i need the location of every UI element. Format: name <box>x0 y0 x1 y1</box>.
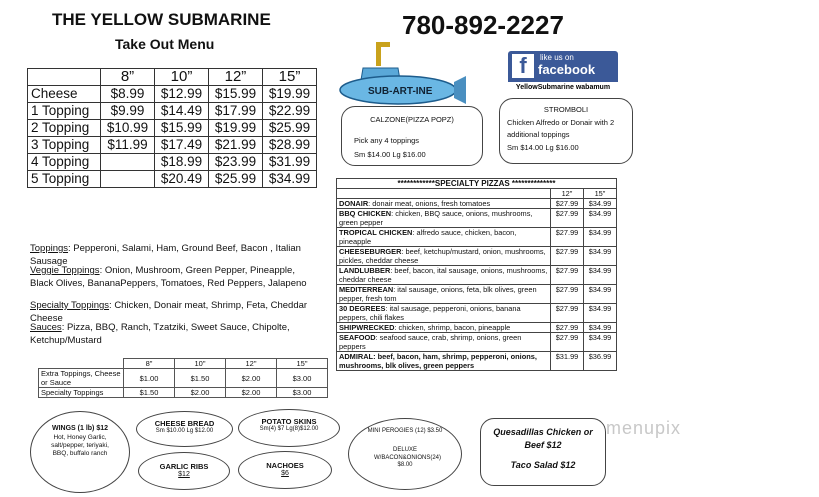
price-cell: $27.99 <box>551 228 584 247</box>
table-header-row <box>28 69 317 86</box>
table-row <box>28 171 317 188</box>
row-label: 4 Topping <box>28 154 101 171</box>
price-cell: $14.49 <box>155 103 209 120</box>
size-header-8: 8” <box>101 69 155 86</box>
size-header: 8" <box>124 359 175 369</box>
price-cell: $27.99 <box>551 247 584 266</box>
stromboli-box <box>499 98 633 164</box>
facebook-icon: f <box>512 54 534 78</box>
pizza-price-table <box>27 68 317 188</box>
wings-title: WINGS (1 lb) $12 <box>51 425 108 432</box>
pizza-desc <box>337 323 551 333</box>
garlic-ribs-price: $12 <box>178 471 190 478</box>
perogies-deluxe: DELUXE W/BACON&ONIONS(24) <box>374 447 442 461</box>
stromboli-prices: Sm $14.00 Lg $16.00 <box>507 143 579 152</box>
price-cell: $25.99 <box>208 171 262 188</box>
table-row <box>337 323 617 333</box>
price-cell: $27.99 <box>551 333 584 352</box>
table-header-cell <box>28 69 101 86</box>
price-cell <box>101 154 155 171</box>
price-cell: $34.99 <box>262 171 316 188</box>
size-header-15: 15” <box>262 69 316 86</box>
specialty-title: ************SPECIALTY PIZZAS ************** <box>337 179 617 189</box>
watermark: menupix <box>606 418 682 438</box>
pizza-ingredients: : donair meat, onions, fresh tomatoes <box>368 199 491 208</box>
price-cell: $19.99 <box>262 86 316 103</box>
sauces-label: Sauces <box>30 322 62 333</box>
price-cell: $34.99 <box>584 266 617 285</box>
pizza-ingredients: : seafood sauce, crab, shrimp, onions, green peppers <box>339 333 522 351</box>
logo-text: SUB-ART-INE <box>368 86 433 97</box>
price-cell: $34.99 <box>584 333 617 352</box>
toppings-text: : Pepperoni, Salami, Ham, Ground Beef, Bacon , Italian Sausage <box>30 243 301 267</box>
price-cell: $27.99 <box>551 304 584 323</box>
phone-number: 780-892-2227 <box>402 10 564 40</box>
stromboli-desc: Chicken Alfredo or Donair with 2 additional toppings <box>507 118 615 139</box>
price-cell: $12.99 <box>155 86 209 103</box>
table-header-row <box>337 179 617 189</box>
taco-salad: Taco Salad $12 <box>510 460 576 470</box>
table-row <box>337 285 617 304</box>
size-header-12: 12" <box>551 189 584 199</box>
price-cell: $34.99 <box>584 323 617 333</box>
submarine-logo <box>328 38 468 108</box>
facebook-wordmark: facebook <box>538 62 596 77</box>
table-row <box>28 86 317 103</box>
pizza-name: SEAFOOD <box>339 333 376 342</box>
table-row <box>337 352 617 371</box>
toppings-label: Toppings <box>30 243 69 254</box>
price-cell: $27.99 <box>551 209 584 228</box>
calzone-prices: Sm $14.00 Lg $16.00 <box>354 150 426 159</box>
veggie-label: Veggie Toppings <box>30 265 100 276</box>
sauces-list <box>30 321 300 347</box>
pizza-ingredients: : ital sausage, onions, feta, blk olives, green pepper, fresh tom <box>339 285 537 303</box>
garlic-ribs-oval <box>138 452 230 490</box>
pizza-desc <box>337 333 551 352</box>
pizza-ingredients: : alfredo sauce, chicken, bacon, pineapple <box>339 228 517 246</box>
price-cell: $1.00 <box>124 369 175 388</box>
price-cell: $17.99 <box>208 103 262 120</box>
garlic-ribs-title: GARLIC RIBS <box>159 462 209 471</box>
price-cell: $3.00 <box>277 388 328 398</box>
submarine-icon <box>328 38 468 108</box>
table-row <box>337 209 617 228</box>
price-cell: $21.99 <box>208 137 262 154</box>
pizza-name: CHEESEBURGER <box>339 247 402 256</box>
price-cell: $34.99 <box>584 199 617 209</box>
table-row <box>337 304 617 323</box>
potato-skins-oval <box>238 409 340 447</box>
table-header-row <box>39 359 328 369</box>
row-label: 1 Topping <box>28 103 101 120</box>
table-row <box>337 247 617 266</box>
price-cell: $34.99 <box>584 247 617 266</box>
nachos-price: $6 <box>281 470 289 477</box>
pizza-name: LANDLUBBER <box>339 266 391 275</box>
price-cell <box>101 171 155 188</box>
price-cell: $34.99 <box>584 285 617 304</box>
cheese-bread-prices: Sm $10.00 Lg $12.00 <box>155 428 214 434</box>
pizza-desc <box>337 285 551 304</box>
row-label: Specialty Toppings <box>39 388 124 398</box>
price-cell: $3.00 <box>277 369 328 388</box>
price-cell: $36.99 <box>584 352 617 371</box>
price-cell: $25.99 <box>262 120 316 137</box>
specialty-text: : Chicken, Donair meat, Shrimp, Feta, Cheddar Cheese <box>30 300 308 324</box>
row-label: 3 Topping <box>28 137 101 154</box>
quesadilla-line1: Quesadillas Chicken or <box>493 427 593 437</box>
table-row <box>39 369 328 388</box>
pizza-ingredients: : chicken, BBQ sauce, onions, mushrooms, green pepper <box>339 209 533 227</box>
price-cell: $2.00 <box>226 388 277 398</box>
pizza-name: DONAIR <box>339 199 369 208</box>
table-header-cell <box>337 189 551 199</box>
price-cell: $27.99 <box>551 199 584 209</box>
veggie-text: : Onion, Mushroom, Green Pepper, Pineapple, Black Olives, BananaPeppers, Tomatoes, Red Peppers, Jalapeno <box>30 265 307 289</box>
size-header: 15" <box>277 359 328 369</box>
pizza-ingredients: : beef, bacon, ital sausage, onions, mushrooms, cheddar cheese <box>339 266 548 284</box>
pizza-desc <box>337 209 551 228</box>
perogies-oval <box>348 418 462 490</box>
table-row <box>28 120 317 137</box>
cheese-bread-title: CHEESE BREAD <box>154 419 215 428</box>
pizza-name: SHIPWRECKED <box>339 323 395 332</box>
perogies-title: MINI PEROGIES (12) $3.50 <box>367 428 443 434</box>
row-label: Extra Toppings, Cheese or Sauce <box>39 369 124 388</box>
price-cell: $27.99 <box>551 266 584 285</box>
extras-table <box>38 358 328 398</box>
table-row <box>337 228 617 247</box>
pizza-ingredients: : chicken, shrimp, bacon, pineapple <box>394 323 511 332</box>
table-row <box>28 103 317 120</box>
calzone-desc: Pick any 4 toppings <box>354 136 420 145</box>
wings-oval <box>30 411 130 493</box>
table-row <box>337 333 617 352</box>
table-row <box>28 137 317 154</box>
perogies-price: $8.00 <box>397 462 413 468</box>
row-label: 5 Topping <box>28 171 101 188</box>
pizza-desc <box>337 266 551 285</box>
quesadilla-line2: Beef $12 <box>524 440 562 450</box>
potato-skins-title: POTATO SKINS <box>261 417 317 426</box>
price-cell: $2.00 <box>175 388 226 398</box>
cheese-bread-oval <box>136 411 233 447</box>
quesadilla-box <box>480 418 606 486</box>
pizza-desc <box>337 304 551 323</box>
table-row <box>337 199 617 209</box>
wings-desc: Hot, Honey Garlic, salt/pepper, teriyaki, BBQ, buffalo ranch <box>51 434 109 457</box>
specialty-pizza-table <box>336 178 617 371</box>
price-cell: $27.99 <box>551 285 584 304</box>
pizza-desc <box>337 199 551 209</box>
table-header-row <box>337 189 617 199</box>
sauces-text: : Pizza, BBQ, Ranch, Tzatziki, Sweet Sauce, Chipolte, Ketchup/Mustard <box>30 322 290 346</box>
price-cell: $18.99 <box>155 154 209 171</box>
pizza-name: 30 DEGREES <box>339 304 386 313</box>
table-row <box>39 388 328 398</box>
pizza-name: MEDITERREAN <box>339 285 394 294</box>
price-cell: $28.99 <box>262 137 316 154</box>
price-cell: $23.99 <box>208 154 262 171</box>
pizza-ingredients: : ital sausage, pepperoni, onions, banana peppers, chili flakes <box>339 304 521 322</box>
nachos-title: NACHOES <box>266 461 304 470</box>
price-cell: $8.99 <box>101 86 155 103</box>
price-cell: $27.99 <box>551 323 584 333</box>
price-cell: $31.99 <box>262 154 316 171</box>
size-header: 12" <box>226 359 277 369</box>
page-title: THE YELLOW SUBMARINE <box>52 10 271 29</box>
facebook-badge[interactable] <box>508 51 618 93</box>
pizza-name: BBQ CHICKEN <box>339 209 392 218</box>
row-label: 2 Topping <box>28 120 101 137</box>
price-cell: $10.99 <box>101 120 155 137</box>
calzone-box <box>341 106 483 166</box>
price-cell: $34.99 <box>584 228 617 247</box>
table-row <box>337 266 617 285</box>
price-cell: $22.99 <box>262 103 316 120</box>
pizza-desc <box>337 247 551 266</box>
price-cell: $19.99 <box>208 120 262 137</box>
stromboli-title: STROMBOLI <box>543 105 589 114</box>
table-row <box>28 154 317 171</box>
size-header-12: 12” <box>208 69 262 86</box>
specialty-label: Specialty Toppings <box>30 300 110 311</box>
table-header-cell <box>39 359 124 369</box>
page-subtitle: Take Out Menu <box>115 36 215 52</box>
pizza-desc <box>337 228 551 247</box>
price-cell: $34.99 <box>584 209 617 228</box>
price-cell: $1.50 <box>175 369 226 388</box>
pizza-desc <box>337 352 551 371</box>
potato-skins-prices: Sm(4) $7 Lg(8)$12.00 <box>259 426 319 432</box>
pizza-ingredients: : beef, ketchup/mustard, onion, mushrooms, pickles, cheddar cheese <box>339 247 546 265</box>
calzone-title: CALZONE(PIZZA POPZ) <box>370 115 454 124</box>
veggie-toppings-list <box>30 264 312 290</box>
size-header: 10" <box>175 359 226 369</box>
facebook-like-text: like us on <box>540 53 574 62</box>
price-cell: $2.00 <box>226 369 277 388</box>
price-cell: $1.50 <box>124 388 175 398</box>
row-label: Cheese <box>28 86 101 103</box>
price-cell: $11.99 <box>101 137 155 154</box>
price-cell: $34.99 <box>584 304 617 323</box>
price-cell: $15.99 <box>208 86 262 103</box>
facebook-handle: YellowSubmarine wabamum <box>508 82 618 93</box>
price-cell: $17.49 <box>155 137 209 154</box>
price-cell: $20.49 <box>155 171 209 188</box>
pizza-name: TROPICAL CHICKEN <box>339 228 413 237</box>
size-header-15: 15" <box>584 189 617 199</box>
pizza-name: ADMIRAL <box>339 352 374 361</box>
price-cell: $15.99 <box>155 120 209 137</box>
nachos-oval <box>238 451 332 489</box>
price-cell: $31.99 <box>551 352 584 371</box>
price-cell: $9.99 <box>101 103 155 120</box>
size-header-10: 10” <box>155 69 209 86</box>
pizza-ingredients: : beef, bacon, ham, shrimp, pepperoni, onions, mushrooms, blk olives, green peppers <box>339 352 537 370</box>
